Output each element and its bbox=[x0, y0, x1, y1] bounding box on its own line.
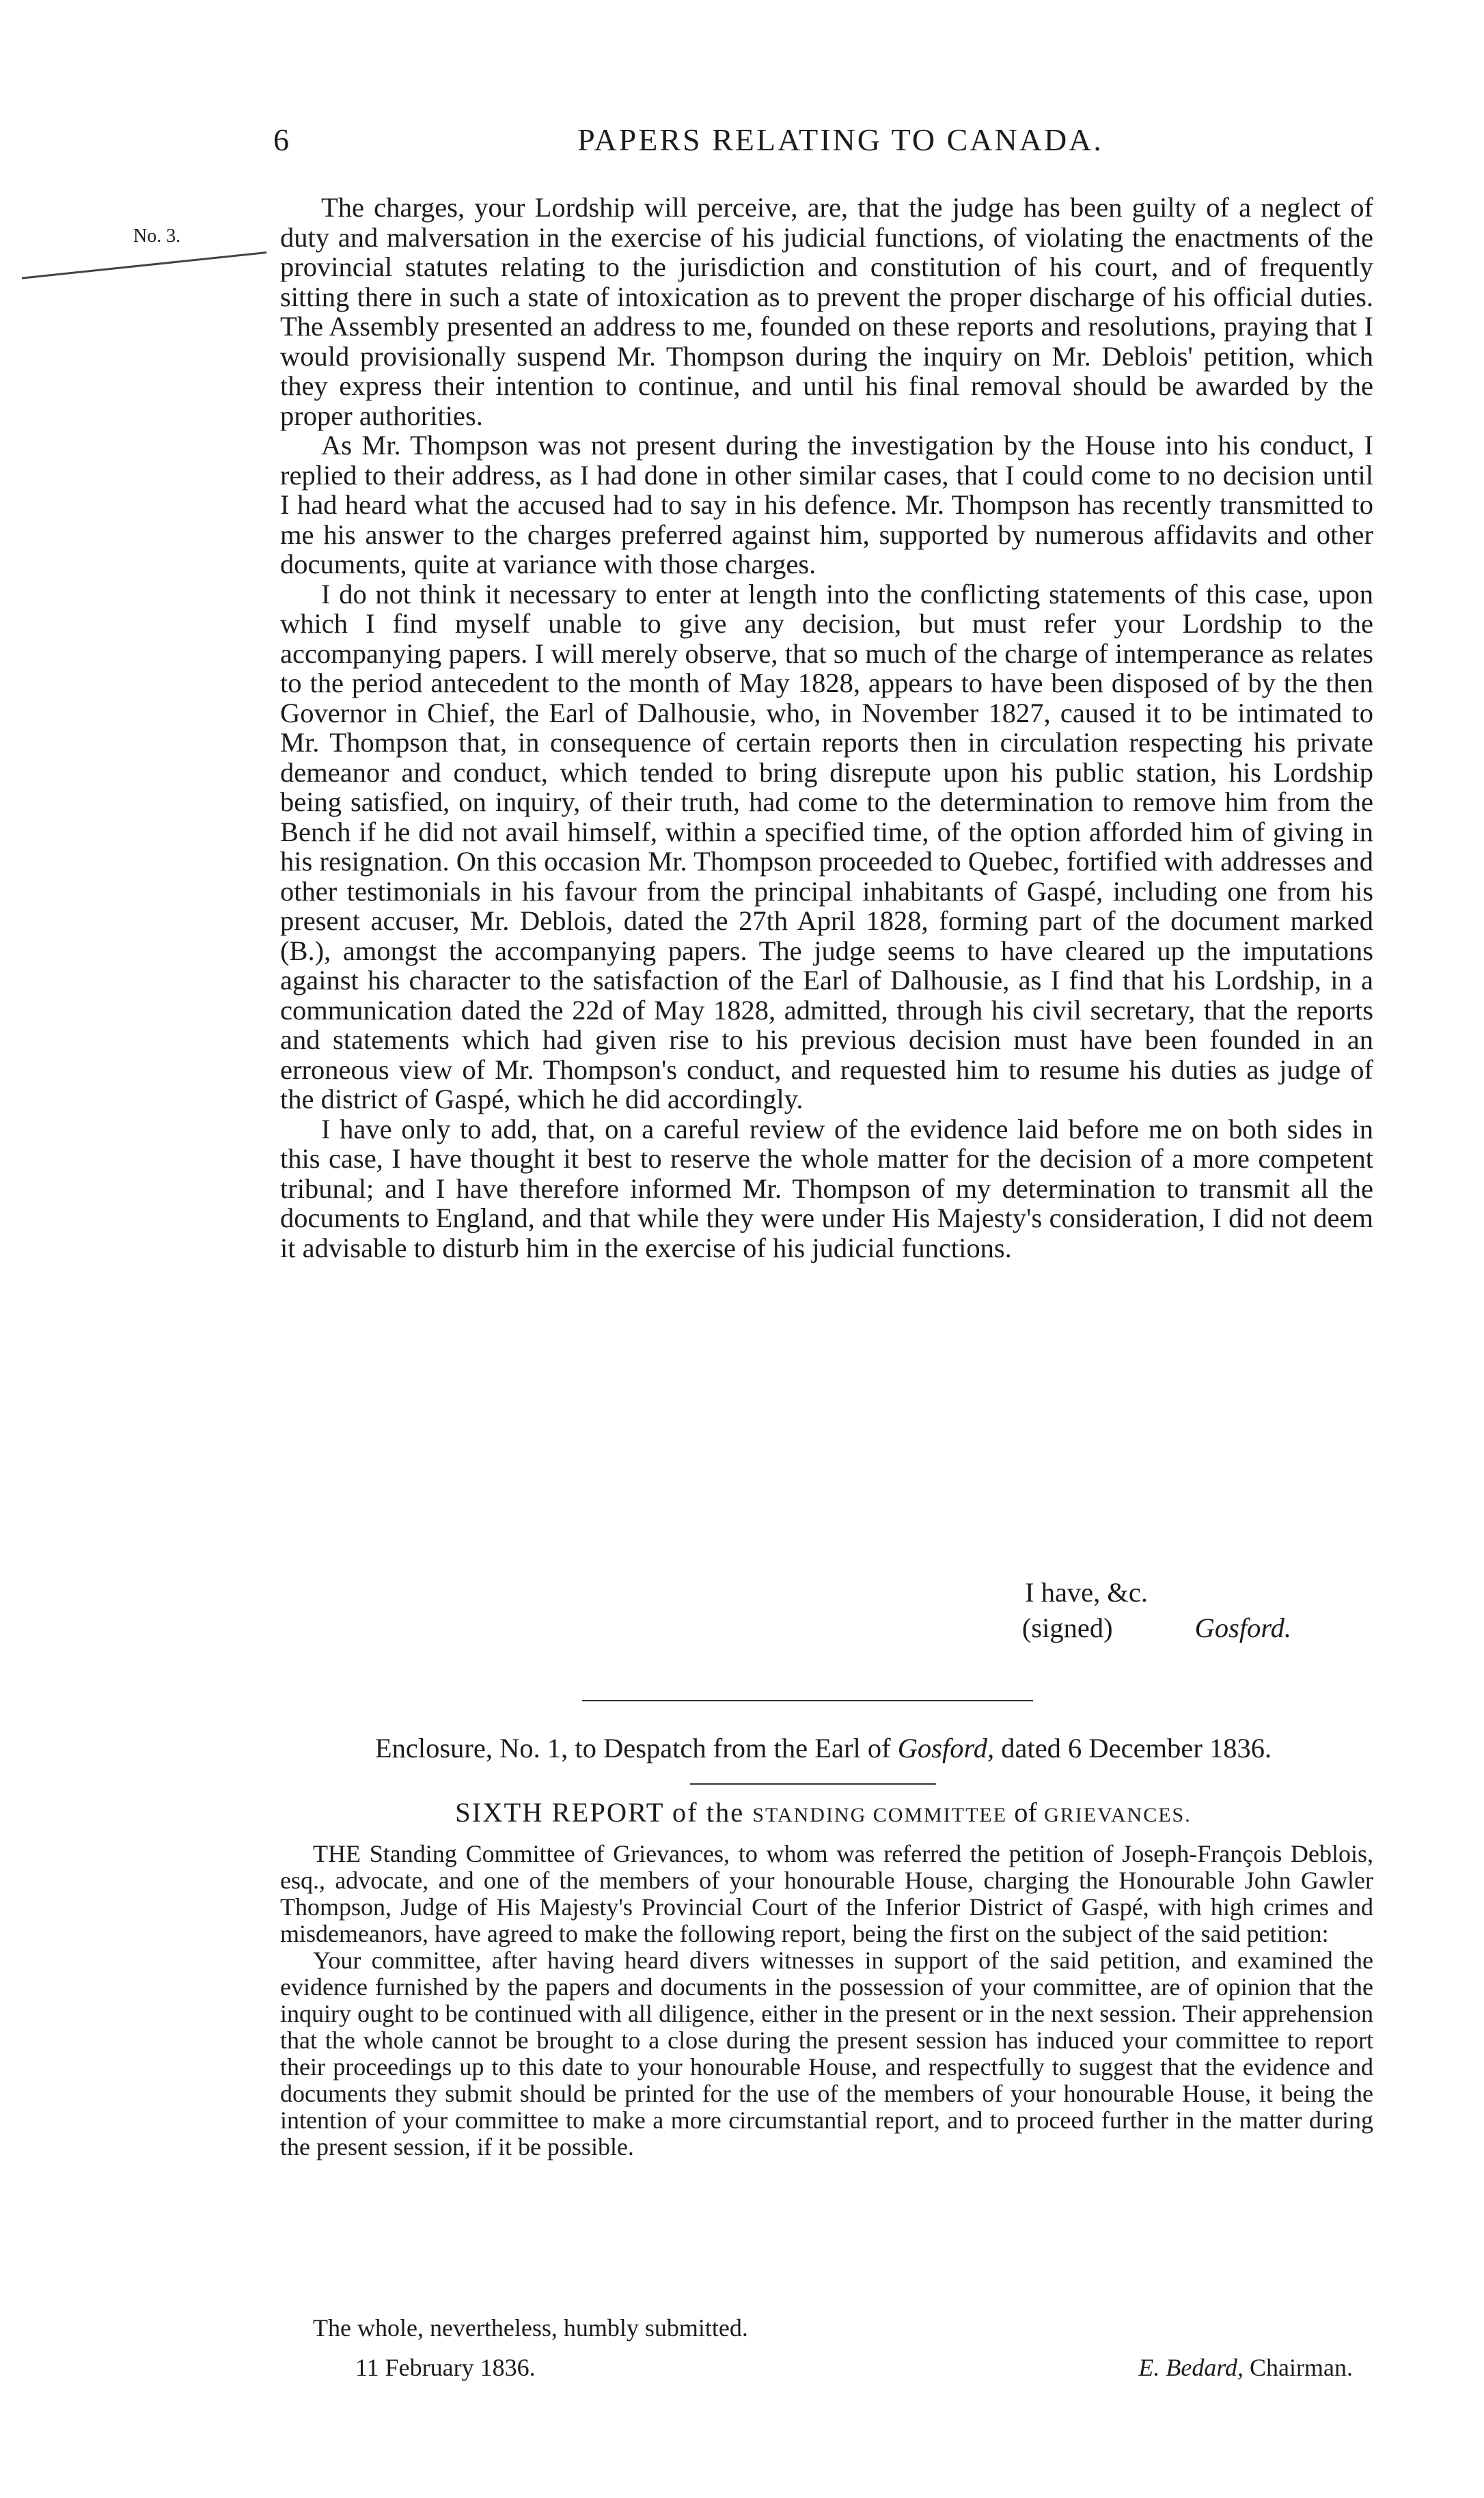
report-title bbox=[273, 1796, 1373, 1833]
letter-body bbox=[280, 193, 1373, 1263]
letter-closing: I have, &c. bbox=[1025, 1577, 1148, 1608]
letter-paragraph: The charges, your Lordship will perceive, are, that the judge has been guilty of a neglect of duty and malversation in the exercise of his judicial functions, of violating the enactments of the provincial statutes relating to the jurisdiction and constitution of his court, and of frequently sitting there in such a state of intoxication as to prevent the proper discharge of his official duties. The Assembly presented an address to me, founded on these reports and resolutions, praying that I would provisionally suspend Mr. Thompson during the inquiry on Mr. Deblois' petition, which they express their intention to continue, and until his final removal should be awarded by the proper authorities. bbox=[280, 192, 1373, 431]
enclosure-name: Gosford, bbox=[897, 1733, 995, 1763]
enclosure-heading bbox=[273, 1731, 1373, 1766]
report-date-row bbox=[280, 2352, 1373, 2386]
heading-divider bbox=[690, 1783, 936, 1785]
running-head bbox=[273, 122, 1407, 169]
signatory-name: Gosford. bbox=[1194, 1612, 1291, 1643]
letter-paragraph: As Mr. Thompson was not present during the investigation by the House into his conduct, I replied to their address, as I had done in other similar cases, that I could come to no decision until I had heard what the accused had to say in his defence. Mr. Thompson has recently transmitted to me his answer to the charges preferred against him, supported by numerous affidavits and other documents, quite at variance with those charges. bbox=[280, 430, 1373, 579]
running-title: PAPERS RELATING TO CANADA. bbox=[577, 122, 1103, 157]
report-paragraph: THE Standing Committee of Grievances, to whom was referred the petition of Joseph-François Deblois, esq., advocate, and one of the members of your honourable House, charging the Honourable John Gawler Thompson, Judge of His Majesty's Provincial Court of the Inferior District of Gaspé, with high crimes and misdemeanors, have agreed to make the following report, being the first on the subject of the said petition: bbox=[280, 1840, 1373, 1947]
enclosure-suffix: dated 6 December 1836. bbox=[994, 1733, 1272, 1763]
report-submitted: The whole, nevertheless, humbly submitted. bbox=[313, 2314, 748, 2342]
report-title-grievances: GRIEVANCES. bbox=[1044, 1804, 1192, 1826]
report-signer bbox=[1138, 2352, 1353, 2383]
report-date: 11 February 1836. bbox=[355, 2354, 536, 2381]
signed-label: (signed) bbox=[1021, 1612, 1113, 1643]
signer-title: Chairman. bbox=[1243, 2354, 1353, 2381]
letter-paragraph: I have only to add, that, on a careful review of the evidence laid before me on both sides in this case, I have thought it best to reserve the whole matter for the decision of a more competent tribunal; and I have therefore informed Mr. Thompson of my determination to transmit all the documents to England, and that while they were under His Majesty's consideration, I did not deem it advisable to disturb him in the exercise of his judicial functions. bbox=[280, 1113, 1373, 1263]
report-title-of: of bbox=[1007, 1797, 1045, 1828]
letter-signed-line bbox=[280, 1610, 1373, 1646]
report-title-committee: STANDING COMMITTEE bbox=[752, 1804, 1008, 1826]
report-paragraph: Your committee, after having heard divers witnesses in support of the said petition, and examined the evidence furnished by the papers and documents in the possession of your committee, are of opinion that the inquiry ought to be continued with all diligence, either in the present or in the next session. Their apprehension that the whole cannot be brought to a close during the present session has induced your committee to report their proceedings up to this date to your honourable House, and respectfully to suggest that the evidence and documents they submit should be printed for the use of the members of your honourable House, it being the intention of your committee to make a more circumstantial report, and to proceed further in the matter during the present session, if it be possible. bbox=[280, 1947, 1373, 2160]
section-divider bbox=[582, 1700, 1033, 1701]
letter-paragraph: I do not think it necessary to enter at length into the conflicting statements of this case, upon which I find myself unable to give any decision, but must refer your Lordship to the accompanying papers. I will merely observe, that so much of the charge of intemperance as relates to the period antecedent to the month of May 1828, appears to have been disposed of by the then Governor in Chief, the Earl of Dalhousie, who, in November 1827, caused it to be intimated to Mr. Thompson that, in consequence of certain reports then in circulation respecting his private demeanor and conduct, which tended to bring disrepute upon his public station, his Lordship being satisfied, on inquiry, of their truth, had come to the determination to remove him from the Bench if he did not avail himself, within a specified time, of the option afforded him of giving in his resignation. On this occasion Mr. Thompson proceeded to Quebec, fortified with addresses and other testimonials in his favour from the principal inhabitants of Gaspé, including one from his present accuser, Mr. Deblois, dated the 27th April 1828, forming part of the document marked (B.), amongst the accompanying papers. The judge seems to have cleared up the imputations against his character to the satisfaction of the Earl of Dalhousie, as I find that his Lordship, in a communication dated the 22d of May 1828, admitted, through his civil secretary, that the reports and statements which had given rise to his previous decision must have been founded in an erroneous view of Mr. Thompson's conduct, and requested him to resume his duties as judge of the district of Gaspé, which he did accordingly. bbox=[280, 578, 1373, 1114]
margin-rule bbox=[22, 251, 266, 279]
letter-signature bbox=[280, 1575, 1373, 1646]
margin-note: No. 3. bbox=[133, 225, 181, 247]
report-body bbox=[280, 1841, 1373, 2160]
page-number: 6 bbox=[273, 122, 289, 157]
enclosure-prefix: Enclosure, No. 1, to Despatch from the Earl of bbox=[374, 1733, 898, 1763]
report-title-prefix: SIXTH REPORT of the bbox=[455, 1797, 753, 1828]
report-footer bbox=[280, 2312, 1373, 2386]
signer-name: E. Bedard, bbox=[1138, 2354, 1244, 2381]
